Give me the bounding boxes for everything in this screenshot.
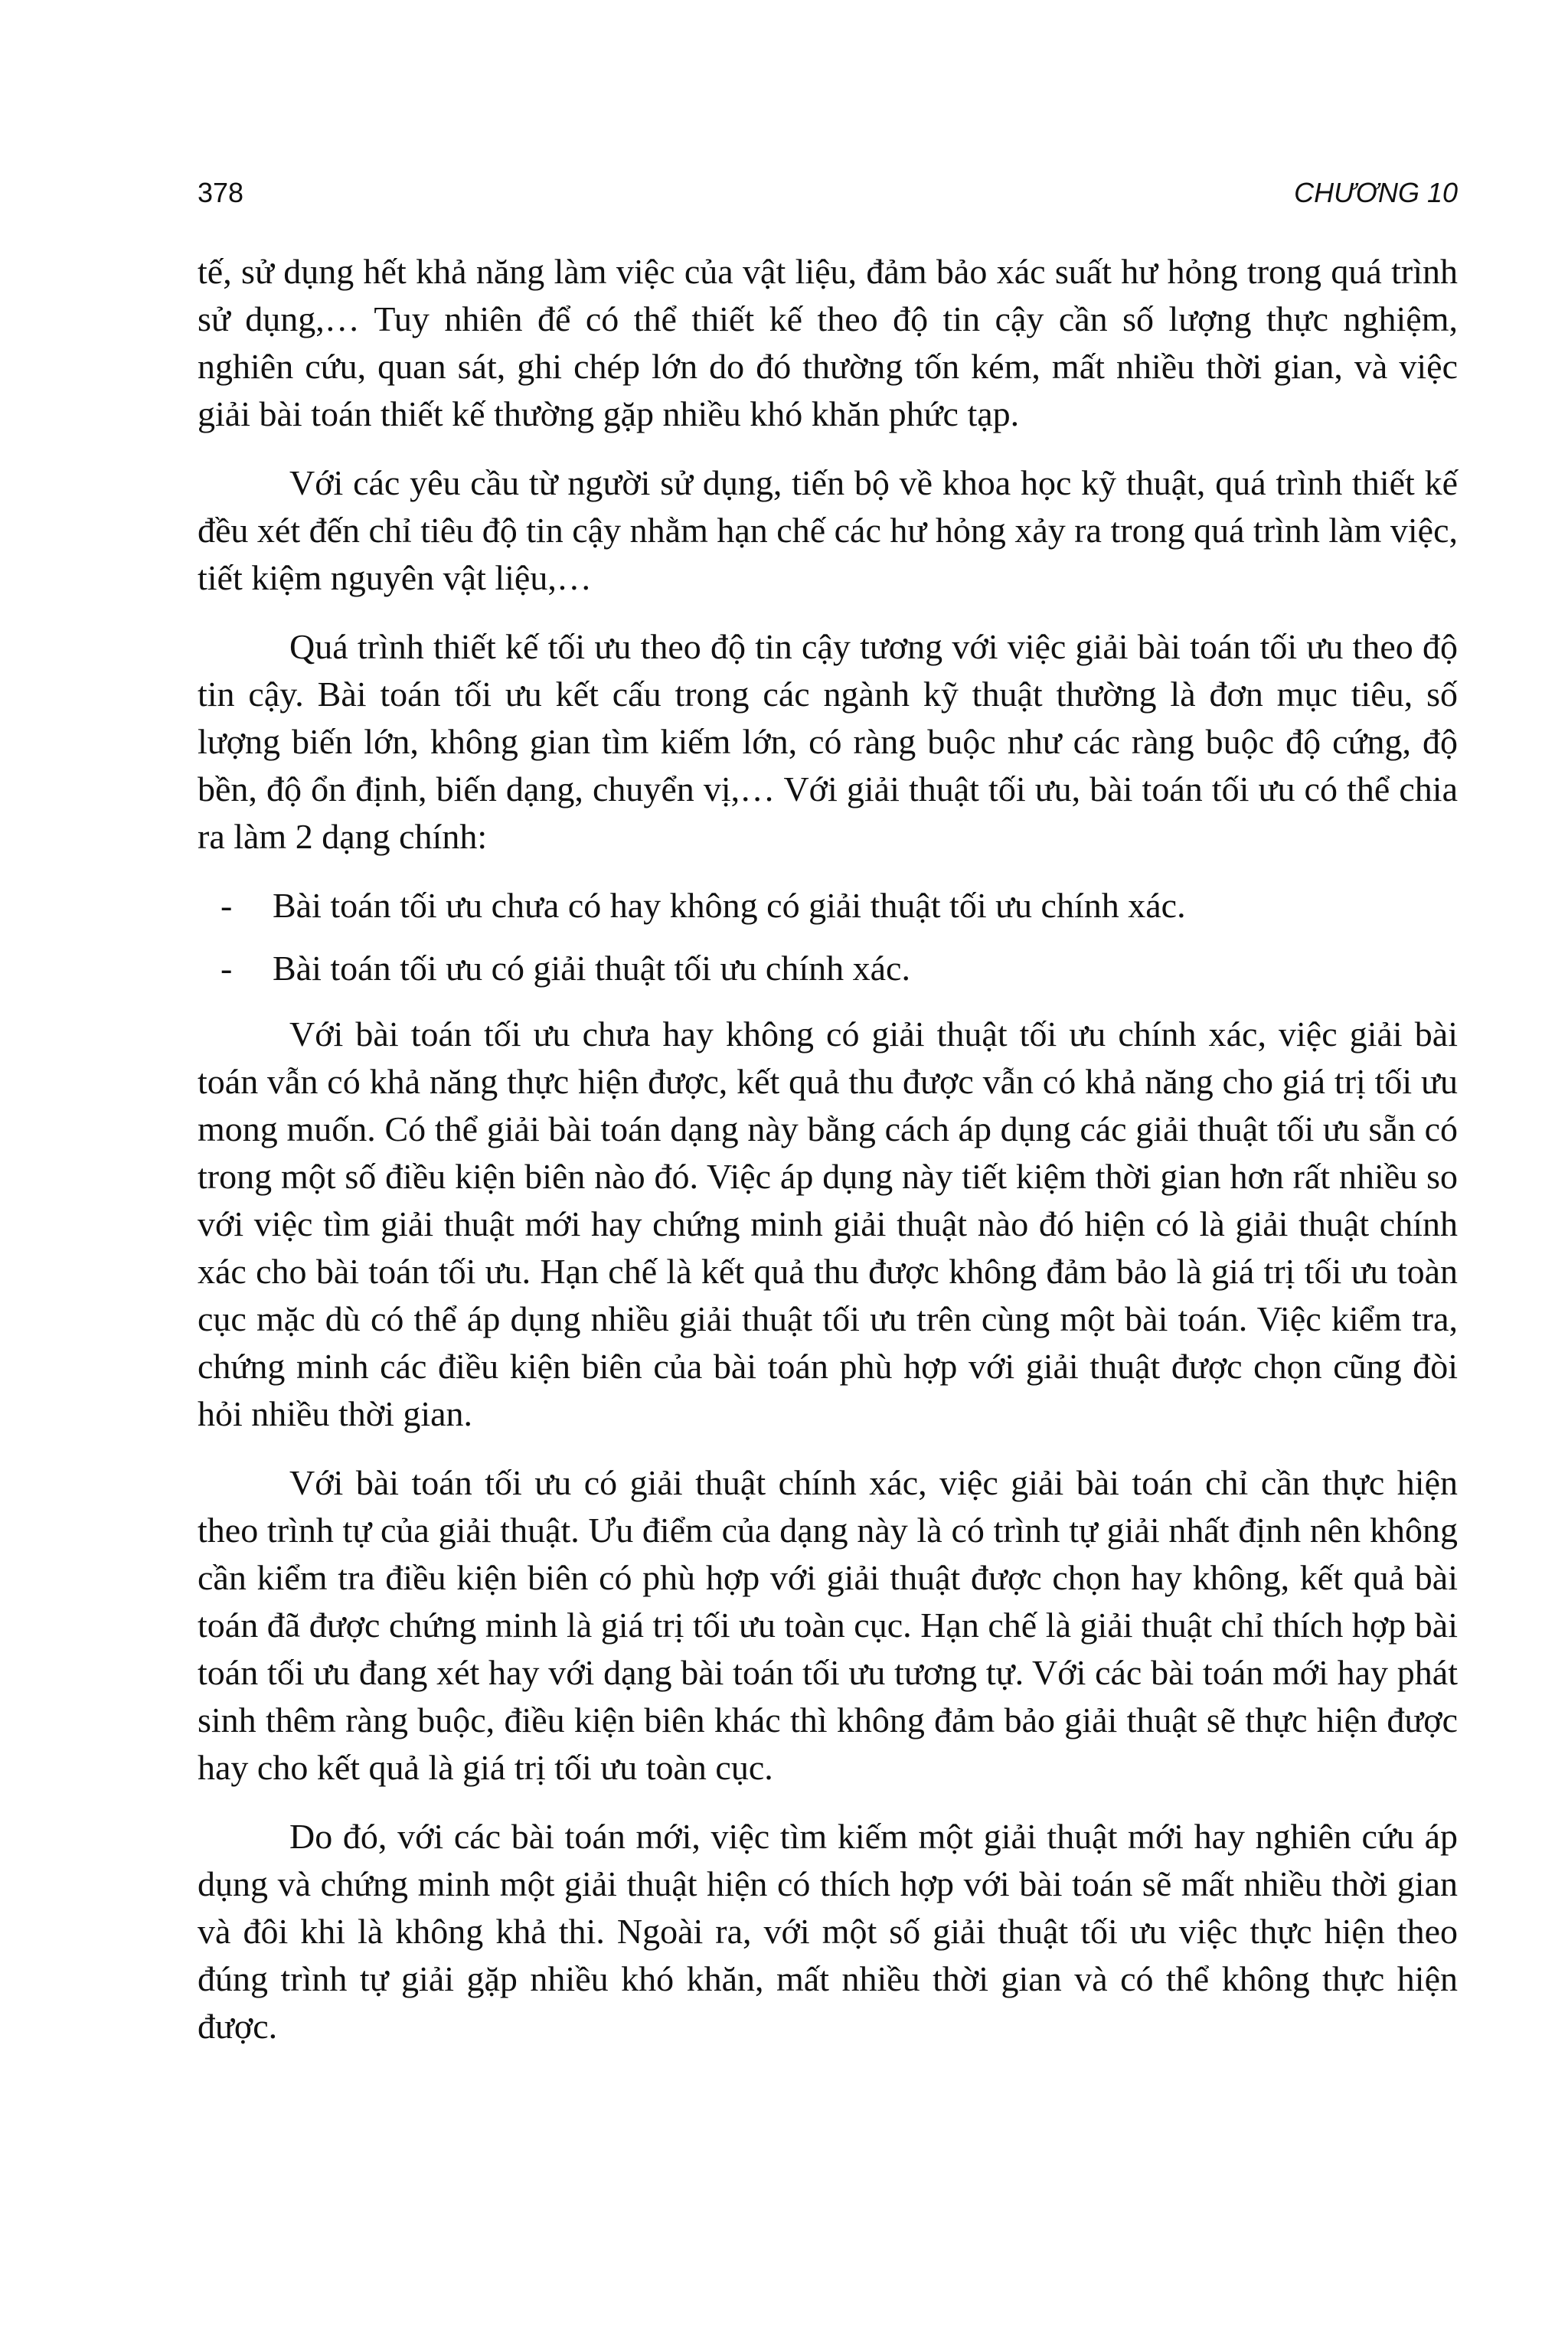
paragraph: Do đó, với các bài toán mới, việc tìm kiếm một giải thuật mới hay nghiên cứu áp dụng và chứng minh một giải thuật hiện có thích hợp với bài toán sẽ mất nhiều thời gian và đôi khi là không khả thi. Ngoài ra, với một số giải thuật tối ưu việc thực hiện theo đúng trình tự giải gặp nhiều khó khăn, mất nhiều thời gian và có thể không thực hiện được. bbox=[198, 1817, 1458, 2046]
list-item bbox=[198, 882, 1458, 929]
page-header bbox=[198, 170, 1458, 216]
bullet-dash: - bbox=[220, 949, 233, 988]
paragraph: Với bài toán tối ưu có giải thuật chính xác, việc giải bài toán chỉ cần thực hiện theo trình tự của giải thuật. Ưu điểm của dạng này là có trình tự giải nhất định nên không cần kiểm tra điều kiện biên có phù hợp với giải thuật được chọn hay không, kết quả bài toán đã được chứng minh là giá trị tối ưu toàn cục. Hạn chế là giải thuật chỉ thích hợp bài toán tối ưu đang xét hay với dạng bài toán tối ưu tương tự. Với các bài toán mới hay phát sinh thêm ràng buộc, điều kiện biên khác thì không đảm bảo giải thuật sẽ thực hiện được hay cho kết quả là giá trị tối ưu toàn cục. bbox=[198, 1463, 1458, 1787]
chapter-title: CHƯƠNG 10 bbox=[1294, 177, 1458, 208]
list-item-text: Bài toán tối ưu có giải thuật tối ưu chính xác. bbox=[273, 949, 910, 988]
paragraph: Với các yêu cầu từ người sử dụng, tiến bộ về khoa học kỹ thuật, quá trình thiết kế đều xét đến chỉ tiêu độ tin cậy nhằm hạn chế các hư hỏng xảy ra trong quá trình làm việc, tiết kiệm nguyên vật liệu,… bbox=[198, 463, 1458, 597]
paragraph-continuation: tế, sử dụng hết khả năng làm việc của vật liệu, đảm bảo xác suất hư hỏng trong quá trình sử dụng,… Tuy nhiên để có thể thiết kế theo độ tin cậy cần số lượng thực nghiệm, nghiên cứu, quan sát, ghi chép lớn do đó thường tốn kém, mất nhiều thời gian, và việc giải bài toán thiết kế thường gặp nhiều khó khăn phức tạp. bbox=[198, 252, 1458, 433]
paragraph: Quá trình thiết kế tối ưu theo độ tin cậy tương với việc giải bài toán tối ưu theo độ tin cậy. Bài toán tối ưu kết cấu trong các ngành kỹ thuật thường là đơn mục tiêu, số lượng biến lớn, không gian tìm kiếm lớn, có ràng buộc như các ràng buộc độ cứng, độ bền, độ ổn định, biến dạng, chuyển vị,… Với giải thuật tối ưu, bài toán tối ưu có thể chia ra làm 2 dạng chính: bbox=[198, 627, 1458, 856]
paragraph: Với bài toán tối ưu chưa hay không có giải thuật tối ưu chính xác, việc giải bài toán vẫn có khả năng thực hiện được, kết quả thu được vẫn có khả năng cho giá trị tối ưu mong muốn. Có thể giải bài toán dạng này bằng cách áp dụng các giải thuật tối ưu sẵn có trong một số điều kiện biên nào đó. Việc áp dụng này tiết kiệm thời gian hơn rất nhiều so với việc tìm giải thuật mới hay chứng minh giải thuật nào đó hiện có là giải thuật chính xác cho bài toán tối ưu. Hạn chế là kết quả thu được không đảm bảo là giá trị tối ưu toàn cục mặc dù có thể áp dụng nhiều giải thuật tối ưu trên cùng một bài toán. Việc kiểm tra, chứng minh các điều kiện biên của bài toán phù hợp với giải thuật được chọn cũng đòi hỏi nhiều thời gian. bbox=[198, 1014, 1458, 1433]
page-body bbox=[198, 248, 1458, 2050]
bullet-list bbox=[198, 882, 1458, 992]
book-page bbox=[198, 170, 1458, 2072]
page-number: 378 bbox=[198, 177, 244, 208]
list-item-text: Bài toán tối ưu chưa có hay không có giải thuật tối ưu chính xác. bbox=[273, 886, 1186, 925]
list-item bbox=[198, 945, 1458, 992]
bullet-dash: - bbox=[220, 886, 233, 925]
